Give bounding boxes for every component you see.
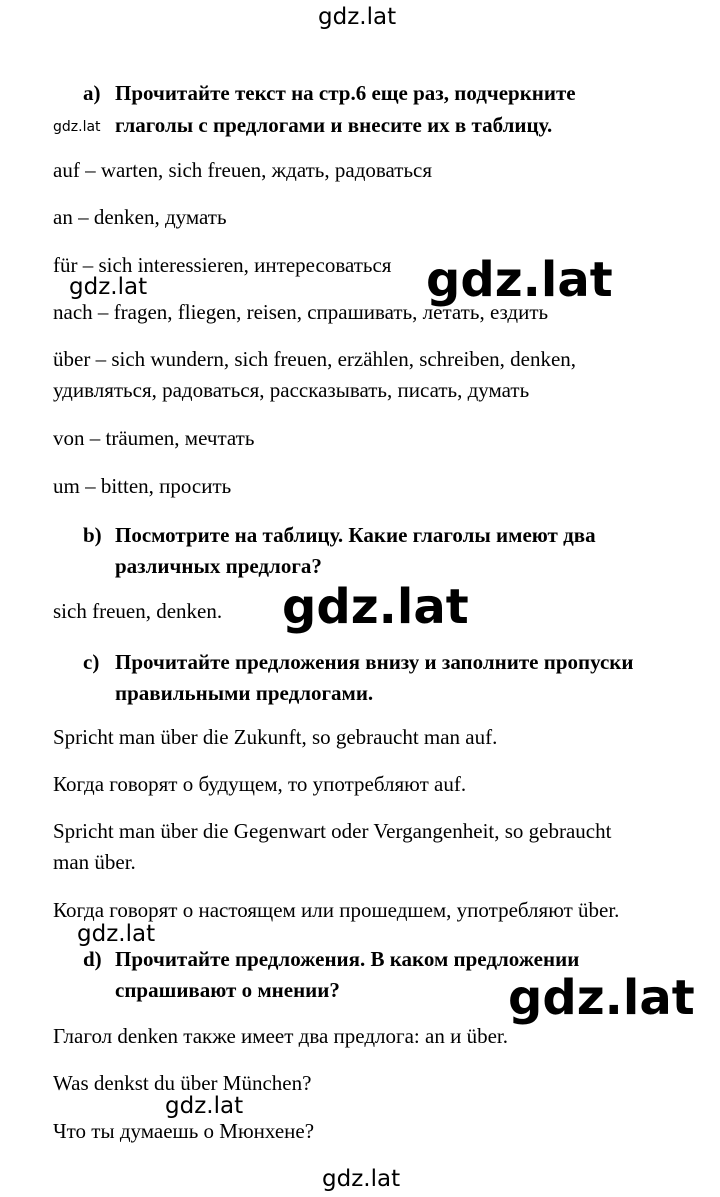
task-c-letter: c) <box>83 650 100 674</box>
task-b-line1: Посмотрите на таблицу. Какие глаголы имеют два <box>115 523 596 547</box>
answer-line: Глагол denken также имеет два предлога: an и über. <box>53 1024 508 1048</box>
watermark-left-4: gdz.lat <box>165 1093 244 1119</box>
watermark-big-1: gdz.lat <box>426 252 613 308</box>
answer-line: Когда говорят о будущем, то употребляют auf. <box>53 772 467 796</box>
answer-line: auf – warten, sich freuen, ждать, радоваться <box>53 158 433 182</box>
answer-line: man über. <box>53 850 136 874</box>
answer-b: sich freuen, denken. <box>53 599 223 623</box>
task-a-line1: Прочитайте текст на стр.6 еще раз, подчеркните <box>115 81 576 105</box>
answer-line: Spricht man über die Gegenwart oder Vergangenheit, so gebraucht <box>53 819 612 843</box>
answer-line: um – bitten, просить <box>53 474 232 498</box>
answer-line: Spricht man über die Zukunft, so gebraucht man auf. <box>53 725 498 749</box>
task-b-letter: b) <box>83 523 102 547</box>
answer-line: über – sich wundern, sich freuen, erzählen, schreiben, denken, <box>53 347 577 371</box>
watermark-big-2: gdz.lat <box>282 579 469 635</box>
answer-line: Когда говорят о настоящем или прошедшем, употребляют über. <box>53 898 620 922</box>
answer-line: für – sich interessieren, интересоваться <box>53 253 392 277</box>
answer-line: Was denkst du über München? <box>53 1071 312 1095</box>
task-d-line2: спрашивают о мнении? <box>115 978 340 1002</box>
answer-line: nach – fragen, fliegen, reisen, спрашивать, летать, ездить <box>53 300 549 324</box>
answer-line: Что ты думаешь о Мюнхене? <box>53 1119 315 1143</box>
watermark-left-2: gdz.lat <box>69 274 148 300</box>
task-a-letter: a) <box>83 81 101 105</box>
task-d-letter: d) <box>83 947 102 971</box>
watermark-left-3: gdz.lat <box>77 921 156 947</box>
answer-line: удивляться, радоваться, рассказывать, писать, думать <box>53 378 530 402</box>
task-c-line2: правильными предлогами. <box>115 681 374 705</box>
watermark-big-3: gdz.lat <box>508 970 695 1026</box>
task-a-line2: глаголы с предлогами и внесите их в таблицу. <box>115 113 553 137</box>
task-d-line1: Прочитайте предложения. В каком предложении <box>115 947 580 971</box>
answer-line: an – denken, думать <box>53 205 227 229</box>
answer-line: von – träumen, мечтать <box>53 426 255 450</box>
task-b-line2: различных предлога? <box>115 554 322 578</box>
watermark-left-small: gdz.lat <box>53 119 101 135</box>
task-c-line1: Прочитайте предложения внизу и заполните пропуски <box>115 650 634 674</box>
watermark-bottom: gdz.lat <box>322 1166 401 1192</box>
watermark-top: gdz.lat <box>318 4 397 30</box>
